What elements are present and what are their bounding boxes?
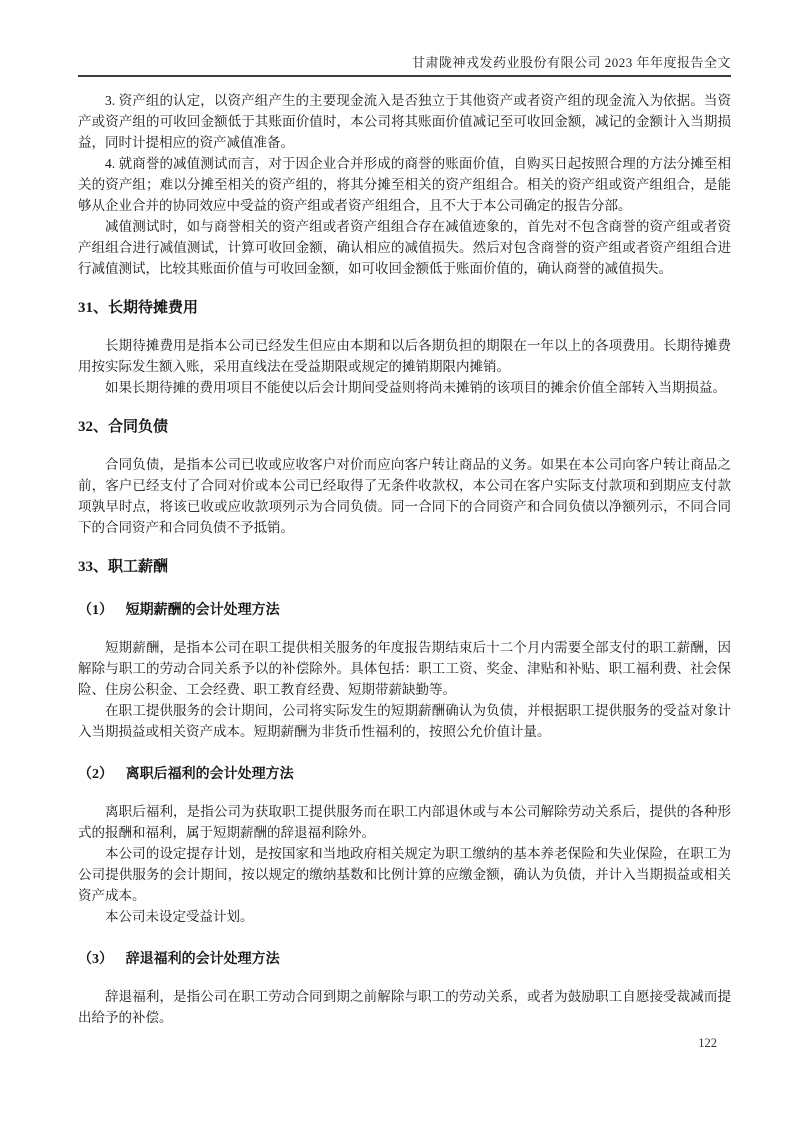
page-number: 122 bbox=[698, 1036, 717, 1050]
paragraph-short-term-pay-1: 短期薪酬，是指本公司在职工提供相关服务的年度报告期结束后十二个月内需要全部支付的职工薪酬，因解除与职工的劳动合同关系予以的补偿除外。具体包括：职工工资、奖金、津贴和补贴、职工福利费、社会保险、住房公积金、工会经费、职工教育经费、短期带薪缺勤等。 bbox=[78, 640, 731, 697]
subsection-label: 短期薪酬的会计处理方法 bbox=[125, 603, 280, 618]
paragraph-longterm-deferred-1: 长期待摊费用是指本公司已经发生但应由本期和以后各期负担的期限在一年以上的各项费用。长期待摊费用按实际发生额入账，采用直线法在受益期限或规定的摊销期限内摊销。 bbox=[78, 338, 731, 374]
paragraph-post-employment-3: 本公司未设定受益计划。 bbox=[105, 909, 254, 924]
section-title-32: 32、合同负债 bbox=[78, 419, 169, 435]
page-header bbox=[78, 52, 731, 71]
subsection-title-short-term-pay bbox=[78, 601, 731, 621]
paragraph-asset-group: 3. 资产组的认定，以资产组产生的主要现金流入是否独立于其他资产或者资产组的现金流入为依据。当资产或资产组的可收回金额低于其账面价值时，本公司将其账面价值减记至可收回金额，减记的金额计入当期损益，同时计提相应的资产减值准备。 bbox=[78, 93, 731, 150]
section-title-31: 31、长期待摊费用 bbox=[78, 300, 199, 316]
paragraph-contract-liability: 合同负债，是指本公司已收或应收客户对价而应向客户转让商品的义务。如果在本公司向客户转让商品之前，客户已经支付了合同对价或本公司已经取得了无条件收款权，本公司在客户实际支付款项和到期应支付款项孰早时点，将该已收或应收款项列示为合同负债。同一合同下的合同资产和合同负债以净额列示，不同合同下的合同资产和合同负债不予抵销。 bbox=[78, 457, 731, 535]
paragraph-goodwill-allocation: 4. 就商誉的减值测试而言，对于因企业合并形成的商誉的账面价值，自购买日起按照合理的方法分摊至相关的资产组；难以分摊至相关的资产组的，将其分摊至相关的资产组组合。相关的资产组或资产组组合，是能够从企业合并的协同效应中受益的资产组或者资产组组合，且不大于本公司确定的报告分部。 bbox=[78, 156, 731, 213]
paragraph-longterm-deferred-2: 如果长期待摊的费用项目不能使以后会计期间受益则将尚未摊销的该项目的摊余价值全部转入当期损益。 bbox=[105, 380, 726, 395]
paragraph-termination-benefit: 辞退福利，是指公司在职工劳动合同到期之前解除与职工的劳动关系，或者为鼓励职工自愿接受裁减而提出给予的补偿。 bbox=[78, 989, 731, 1025]
section-title-33: 33、职工薪酬 bbox=[78, 559, 169, 575]
subsection-title-termination-benefit bbox=[78, 950, 731, 970]
paragraph-post-employment-2: 本公司的设定提存计划，是按国家和当地政府相关规定为职工缴纳的基本养老保险和失业保险，在职工为公司提供服务的会计期间，按以规定的缴纳基数和比例计算的应缴金额，确认为负债，并计入当期损益或相关资产成本。 bbox=[78, 846, 731, 903]
header-rule bbox=[78, 75, 731, 77]
paragraph-post-employment-1: 离职后福利，是指公司为获取职工提供服务而在职工内部退休或与本公司解除劳动关系后，提供的各种形式的报酬和福利，属于短期薪酬的辞退福利除外。 bbox=[78, 804, 731, 840]
page-header-text: 甘肃陇神戎发药业股份有限公司 2023 年年度报告全文 bbox=[411, 55, 731, 70]
paragraph-short-term-pay-2: 在职工提供服务的会计期间，公司将实际发生的短期薪酬确认为负债，并根据职工提供服务的受益对象计入当期损益或相关资产成本。短期薪酬为非货币性福利的，按照公允价值计量。 bbox=[78, 703, 731, 739]
subsection-title-post-employment bbox=[78, 765, 731, 785]
subsection-label: 辞退福利的会计处理方法 bbox=[125, 952, 280, 967]
subsection-number: （2） bbox=[78, 767, 113, 782]
subsection-label: 离职后福利的会计处理方法 bbox=[125, 767, 294, 782]
report-content bbox=[78, 90, 731, 1028]
paragraph-impairment-test: 减值测试时，如与商誉相关的资产组或者资产组组合存在减值迹象的，首先对不包含商誉的资产组或者资产组组合进行减值测试，计算可收回金额，确认相应的减值损失。然后对包含商誉的资产组或者资产组组合进行减值测试，比较其账面价值与可收回金额，如可收回金额低于账面价值的，确认商誉的减值损失。 bbox=[78, 219, 731, 276]
subsection-number: （1） bbox=[78, 603, 113, 618]
subsection-number: （3） bbox=[78, 952, 113, 967]
